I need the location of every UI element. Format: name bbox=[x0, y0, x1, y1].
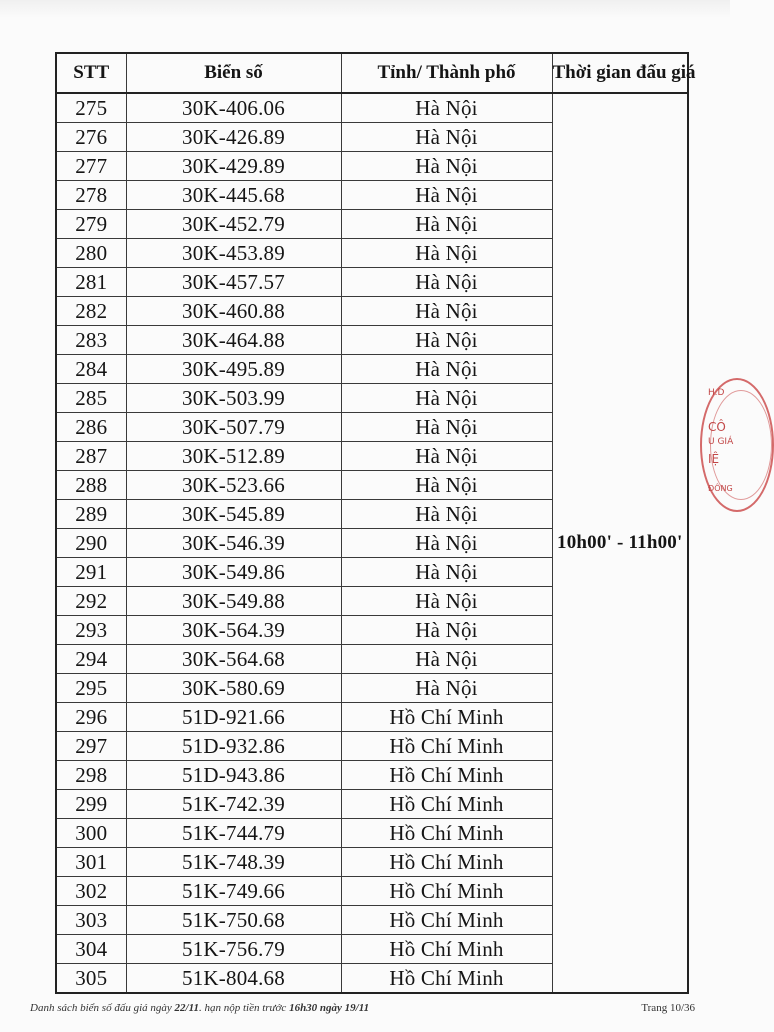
province-cell: Hồ Chí Minh bbox=[341, 906, 552, 935]
stt-cell: 286 bbox=[56, 413, 126, 442]
seal-text: H.D bbox=[708, 388, 725, 398]
province-cell: Hà Nội bbox=[341, 123, 552, 152]
stt-cell: 294 bbox=[56, 645, 126, 674]
plate-cell: 51K-744.79 bbox=[126, 819, 341, 848]
stt-cell: 290 bbox=[56, 529, 126, 558]
province-cell: Hà Nội bbox=[341, 616, 552, 645]
plate-cell: 51K-750.68 bbox=[126, 906, 341, 935]
stt-cell: 277 bbox=[56, 152, 126, 181]
plate-cell: 51D-943.86 bbox=[126, 761, 341, 790]
plate-cell: 30K-512.89 bbox=[126, 442, 341, 471]
plate-cell: 30K-549.86 bbox=[126, 558, 341, 587]
province-cell: Hồ Chí Minh bbox=[341, 703, 552, 732]
plate-cell: 51K-804.68 bbox=[126, 964, 341, 994]
province-cell: Hà Nội bbox=[341, 297, 552, 326]
stt-cell: 284 bbox=[56, 355, 126, 384]
red-seal-stamp bbox=[700, 378, 774, 512]
footer-note-deadline: 16h30 ngày 19/11 bbox=[289, 1002, 370, 1014]
stt-cell: 285 bbox=[56, 384, 126, 413]
footer-note-middle: . hạn nộp tiền trước bbox=[198, 1002, 290, 1014]
plate-cell: 51K-749.66 bbox=[126, 877, 341, 906]
province-cell: Hà Nội bbox=[341, 268, 552, 297]
plate-cell: 30K-445.68 bbox=[126, 181, 341, 210]
plate-cell: 30K-564.39 bbox=[126, 616, 341, 645]
footer-note-date: 22/11 bbox=[174, 1002, 199, 1014]
province-cell: Hà Nội bbox=[341, 152, 552, 181]
seal-text: CÔ bbox=[708, 420, 726, 434]
table-row bbox=[56, 93, 688, 123]
stt-cell: 292 bbox=[56, 587, 126, 616]
plate-cell: 30K-507.79 bbox=[126, 413, 341, 442]
stt-cell: 297 bbox=[56, 732, 126, 761]
stt-cell: 281 bbox=[56, 268, 126, 297]
province-cell: Hà Nội bbox=[341, 674, 552, 703]
table-body bbox=[56, 93, 688, 993]
stt-cell: 293 bbox=[56, 616, 126, 645]
province-cell: Hồ Chí Minh bbox=[341, 877, 552, 906]
footer-note-prefix: Danh sách biển số đấu giá ngày bbox=[30, 1002, 175, 1014]
stt-cell: 289 bbox=[56, 500, 126, 529]
stt-cell: 298 bbox=[56, 761, 126, 790]
plate-cell: 51D-932.86 bbox=[126, 732, 341, 761]
stt-cell: 302 bbox=[56, 877, 126, 906]
stt-cell: 278 bbox=[56, 181, 126, 210]
page-number: Trang 10/36 bbox=[641, 1002, 695, 1014]
plate-cell: 30K-564.68 bbox=[126, 645, 341, 674]
footer-note bbox=[30, 1002, 369, 1014]
plate-cell: 30K-495.89 bbox=[126, 355, 341, 384]
province-cell: Hà Nội bbox=[341, 93, 552, 123]
stt-cell: 304 bbox=[56, 935, 126, 964]
stt-cell: 303 bbox=[56, 906, 126, 935]
header-auction-time: Thời gian đấu giá bbox=[552, 53, 688, 93]
province-cell: Hà Nội bbox=[341, 413, 552, 442]
plate-cell: 30K-546.39 bbox=[126, 529, 341, 558]
plate-cell: 30K-426.89 bbox=[126, 123, 341, 152]
plate-cell: 51K-756.79 bbox=[126, 935, 341, 964]
stt-cell: 291 bbox=[56, 558, 126, 587]
plate-cell: 30K-429.89 bbox=[126, 152, 341, 181]
province-cell: Hồ Chí Minh bbox=[341, 790, 552, 819]
plate-cell: 51D-921.66 bbox=[126, 703, 341, 732]
stt-cell: 295 bbox=[56, 674, 126, 703]
province-cell: Hà Nội bbox=[341, 442, 552, 471]
header-plate: Biển số bbox=[126, 53, 341, 93]
stt-cell: 279 bbox=[56, 210, 126, 239]
plate-cell: 30K-545.89 bbox=[126, 500, 341, 529]
plate-cell: 30K-549.88 bbox=[126, 587, 341, 616]
stt-cell: 283 bbox=[56, 326, 126, 355]
province-cell: Hà Nội bbox=[341, 645, 552, 674]
stt-cell: 280 bbox=[56, 239, 126, 268]
header-stt: STT bbox=[56, 53, 126, 93]
plate-cell: 30K-452.79 bbox=[126, 210, 341, 239]
province-cell: Hà Nội bbox=[341, 181, 552, 210]
province-cell: Hà Nội bbox=[341, 471, 552, 500]
province-cell: Hồ Chí Minh bbox=[341, 732, 552, 761]
province-cell: Hà Nội bbox=[341, 500, 552, 529]
plate-cell: 30K-580.69 bbox=[126, 674, 341, 703]
province-cell: Hồ Chí Minh bbox=[341, 935, 552, 964]
page-top-edge bbox=[0, 0, 730, 18]
stt-cell: 305 bbox=[56, 964, 126, 994]
province-cell: Hà Nội bbox=[341, 587, 552, 616]
stt-cell: 288 bbox=[56, 471, 126, 500]
stt-cell: 287 bbox=[56, 442, 126, 471]
stt-cell: 296 bbox=[56, 703, 126, 732]
province-cell: Hà Nội bbox=[341, 355, 552, 384]
plate-cell: 30K-457.57 bbox=[126, 268, 341, 297]
stt-cell: 299 bbox=[56, 790, 126, 819]
seal-text: IỆ bbox=[708, 452, 720, 466]
province-cell: Hồ Chí Minh bbox=[341, 964, 552, 994]
plate-cell: 30K-406.06 bbox=[126, 93, 341, 123]
seal-text: U GIÁ bbox=[708, 437, 734, 447]
plate-cell: 30K-453.89 bbox=[126, 239, 341, 268]
province-cell: Hà Nội bbox=[341, 529, 552, 558]
province-cell: Hồ Chí Minh bbox=[341, 761, 552, 790]
province-cell: Hà Nội bbox=[341, 326, 552, 355]
plate-cell: 51K-748.39 bbox=[126, 848, 341, 877]
plate-cell: 30K-464.88 bbox=[126, 326, 341, 355]
plate-cell: 30K-503.99 bbox=[126, 384, 341, 413]
stt-cell: 282 bbox=[56, 297, 126, 326]
province-cell: Hồ Chí Minh bbox=[341, 848, 552, 877]
province-cell: Hà Nội bbox=[341, 384, 552, 413]
seal-text: ĐÔNG bbox=[708, 484, 733, 493]
auction-time-cell: 10h00' - 11h00' bbox=[552, 93, 688, 993]
stt-cell: 301 bbox=[56, 848, 126, 877]
plate-cell: 51K-742.39 bbox=[126, 790, 341, 819]
province-cell: Hà Nội bbox=[341, 558, 552, 587]
province-cell: Hà Nội bbox=[341, 210, 552, 239]
plate-cell: 30K-523.66 bbox=[126, 471, 341, 500]
auction-table bbox=[55, 52, 696, 994]
stt-cell: 275 bbox=[56, 93, 126, 123]
stt-cell: 276 bbox=[56, 123, 126, 152]
plate-cell: 30K-460.88 bbox=[126, 297, 341, 326]
header-province: Tỉnh/ Thành phố bbox=[341, 53, 552, 93]
header-row bbox=[56, 53, 688, 93]
province-cell: Hồ Chí Minh bbox=[341, 819, 552, 848]
stt-cell: 300 bbox=[56, 819, 126, 848]
province-cell: Hà Nội bbox=[341, 239, 552, 268]
